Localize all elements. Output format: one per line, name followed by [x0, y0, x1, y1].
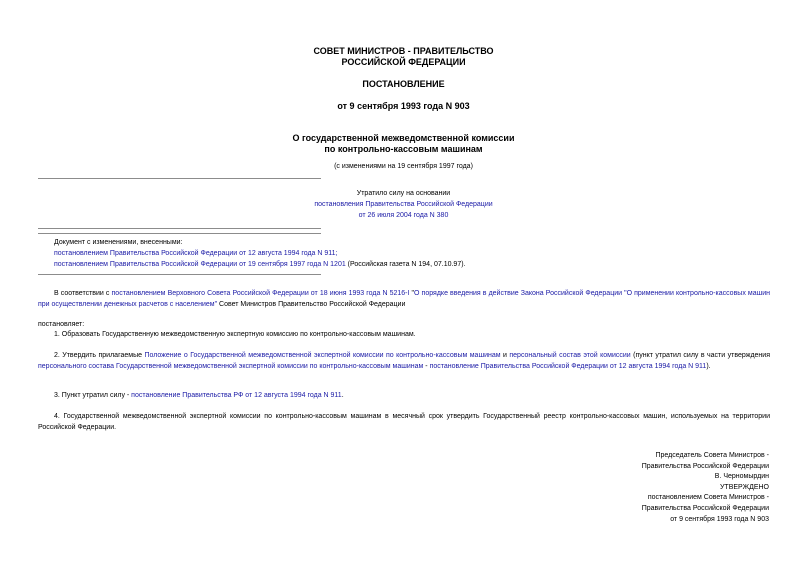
change-source: (Российская газета N 194, 07.10.97). [345, 261, 466, 268]
composition-link[interactable]: персональный состав этой комиссии [509, 352, 631, 359]
invalidating-act-date-link[interactable]: от 26 июля 2004 года N 380 [358, 212, 449, 219]
paragraph-1: 1. Образовать Государственную межведомственную экспертную комиссию по контрольно-кассовым машинам. [54, 331, 416, 338]
document-date-number: от 9 сентября 1993 года N 903 [337, 101, 470, 111]
divider [38, 228, 321, 229]
signatory-title-2: Правительства Российской Федерации [641, 462, 769, 470]
invalidating-act-link[interactable]: постановления Правительства Российской Федерации [314, 201, 493, 208]
signature-block [642, 451, 769, 525]
issuer-line-2: РОССИЙСКОЙ ФЕДЕРАЦИИ [341, 57, 466, 67]
document-type: ПОСТАНОВЛЕНИЕ [362, 79, 445, 89]
signatory-name: В. Черномырдин [714, 473, 769, 481]
paragraph-2: 2. Утвердить прилагаемые Положение о Государственной межведомственной экспертной комиссии по контрольно-кассовым машинам и персональный состав этой комиссии (пункт утратил силу в части утверждения персонального состава Государственной межведомственной экспертной комиссии по контрольно-кассовым машинам - постановление Правительства Российской Федерации от 12 августа 1994 года N 911). [38, 352, 770, 370]
document-title-line-2: по контрольно-кассовым машинам [324, 144, 483, 154]
preamble-link-law[interactable]: О порядке введения в действие Закона Российской Федерации "О применении контрольно-кассовых машин при осуществлении денежных расчетов с населением" [38, 290, 771, 308]
approved-by-1: постановлением Совета Министров - [647, 494, 769, 502]
change-link-1997[interactable]: постановлением Правительства Российской Федерации от 19 сентября 1997 года N 1201 [54, 261, 346, 268]
approved-by-2: Правительства Российской Федерации [641, 504, 769, 512]
divider [38, 233, 321, 234]
document-title-line-1: О государственной межведомственной комиссии [292, 133, 515, 143]
divider [38, 274, 321, 275]
approved-date: от 9 сентября 1993 года N 903 [670, 515, 769, 523]
invalid-notice-line-1: Утратило силу на основании [356, 190, 451, 197]
amending-act-link[interactable]: постановление Правительства Российской Федерации от 12 августа 1994 года N 911 [429, 363, 707, 370]
composition-detail-link[interactable]: персонального состава Государственной межведомственной экспертной комиссии по контрольно-кассовым машинам [38, 363, 424, 370]
change-item-1997 [54, 260, 466, 270]
paragraph-3: 3. Пункт утратил силу - постановление Правительства РФ от 12 августа 1994 года N 911. [54, 392, 344, 399]
divider [38, 178, 321, 179]
paragraph-4: 4. Государственной межведомственной экспертной комиссии по контрольно-кассовым машинам в месячный срок утвердить Государственный реестр контрольно-кассовых машин, используемых на территории Российской Федерации. [38, 413, 770, 431]
approved-stamp: УТВЕРЖДЕНО [719, 483, 769, 491]
amendments-note: (с изменениями на 19 сентября 1997 года) [334, 163, 473, 170]
preamble: В соответствии с постановлением Верховного Совета Российской Федерации от 18 июня 1993 года N 5216-I "О порядке введения в действие Закона Российской Федерации "О применении контрольно-кассовых машин при осуществлении денежных расчетов с населением" Совет Министров Правительство Российской Федерации [38, 290, 771, 308]
change-link-1994[interactable]: постановлением Правительства Российской Федерации от 12 августа 1994 года N 911; [54, 250, 338, 257]
preamble-link-supreme-council[interactable]: постановлением Верховного Совета Российской Федерации от 18 июня 1993 года N 5216-I [111, 290, 410, 297]
paragraph-3-link[interactable]: постановление Правительства РФ от 12 августа 1994 года N 911 [131, 392, 342, 399]
regulation-link[interactable]: Положение о Государственной межведомственной экспертной комиссии по контрольно-кассовым машинам [144, 352, 501, 359]
signatory-title-1: Председатель Совета Министров - [655, 452, 769, 459]
changes-intro: Документ с изменениями, внесенными: [54, 239, 183, 246]
resolves-word: постановляет: [38, 321, 85, 328]
issuer-line-1: СОВЕТ МИНИСТРОВ - ПРАВИТЕЛЬСТВО [313, 46, 494, 56]
